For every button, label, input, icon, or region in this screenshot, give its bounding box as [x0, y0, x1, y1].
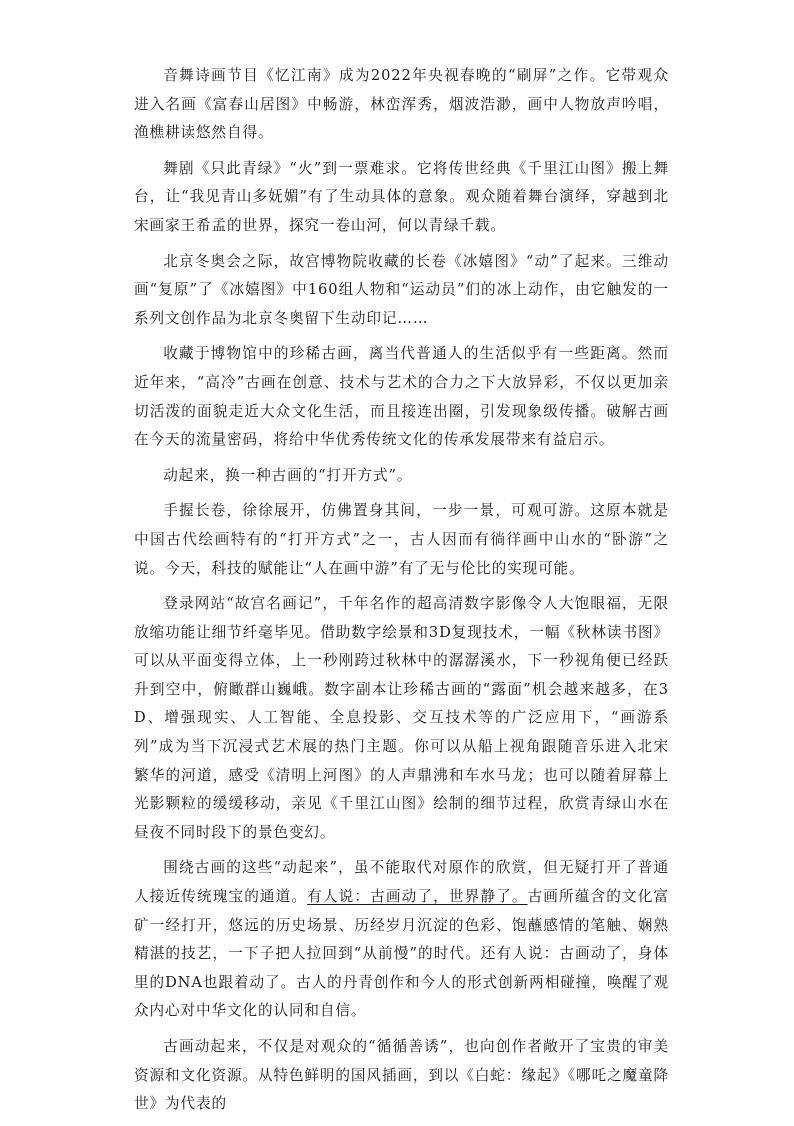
paragraph-9: 古画动起来，不仅是对观众的“循循善诱”，也向创作者敞开了宝贵的审美资源和文化资源。从特色鲜明的国风插画，到以《白蛇：缘起》《哪吒之魔童降世》为代表的	[134, 1038, 669, 1113]
paragraph-2: 舞剧《只此青绿》“火”到一票难求。它将传世经典《千里江山图》搬上舞台，让“我见青山多妩媚”有了生动具体的意象。观众随着舞台演绎，穿越到北宋画家王希孟的世界，探究一卷山河，何以青绿千载。	[134, 159, 669, 234]
paragraph-6: 手握长卷，徐徐展开，仿佛置身其间，一步一景，可观可游。这原本就是中国古代绘画特有的“打开方式”之一，古人因而有徜徉画中山水的“卧游”之说。今天，科技的赋能让“人在画中游”有了无与伦比的实现可能。	[134, 502, 669, 577]
paragraph-7: 登录网站“故宫名画记”，千年名作的超高清数字影像令人大饱眼福，无限放缩功能让细节纤毫毕见。借助数字绘景和3D复现技术，一幅《秋林读书图》可以从平面变得立体，上一秒刚跨过秋林中的潺潺溪水，下一秒视角便已经跃升到空中，俯瞰群山巍峨。数字副本让珍稀古画的“露面”机会越来越多，在3D、增强现实、人工智能、全息投影、交互技术等的广泛应用下，“画游系列”成为当下沉浸式艺术展的热门主题。你可以从船上视角跟随音乐进入北宋繁华的河道，感受《清明上河图》的人声鼎沸和车水马龙；也可以随着屏幕上光影颗粒的缓缓移动，亲见《千里江山图》绘制的细节过程，欣赏青绿山水在昼夜不同时段下的景色变幻。	[134, 595, 669, 841]
paragraph-4: 收藏于博物馆中的珍稀古画，离当代普通人的生活似乎有一些距离。然而近年来，“高冷”古画在创意、技术与艺术的合力之下大放异彩，不仅以更加亲切活泼的面貌走近大众文化生活，而且接连出圈，引发现象级传播。破解古画在今天的流量密码，将给中华优秀传统文化的传承发展带来有益启示。	[134, 345, 669, 449]
underlined-quote: 有人说：古画动了，世界静了。	[307, 888, 528, 906]
paragraph-5: 动起来，换一种古画的“打开方式”。	[163, 466, 413, 484]
paragraph-8-lead: 围绕古画的这些“动起来”，虽不能取代对原作的欣赏，但无疑打开了普通人接近传统瑰宝的通道。	[134, 859, 669, 906]
paragraph-1: 音舞诗画节目《忆江南》成为2022年央视春晚的“刷屏”之作。它带观众进入名画《富春山居图》中畅游，林峦浑秀，烟波浩渺，画中人物放声吟唱，渔樵耕读悠然自得。	[134, 67, 669, 142]
paragraph-3: 北京冬奥会之际，故宫博物院收藏的长卷《冰嬉图》“动”了起来。三维动画“复原”了《冰嬉图》中160组人物和“运动员”们的冰上动作，由它触发的一系列文创作品为北京冬奥留下生动印记……	[134, 252, 669, 327]
article-body	[134, 62, 669, 1126]
paragraph-8-rest: 古画所蕴含的文化富矿一经打开，悠远的历史场景、历经岁月沉淀的色彩、饱蘸感情的笔触、娴熟精湛的技艺，一下子把人拉回到“从前慢”的时代。还有人说：古画动了，身体里的DNA也跟着动了。古人的丹青创作和今人的形式创新两相碰撞，唤醒了观众内心对中华文化的认同和自信。	[134, 888, 669, 1020]
paragraph-8	[134, 854, 669, 1026]
